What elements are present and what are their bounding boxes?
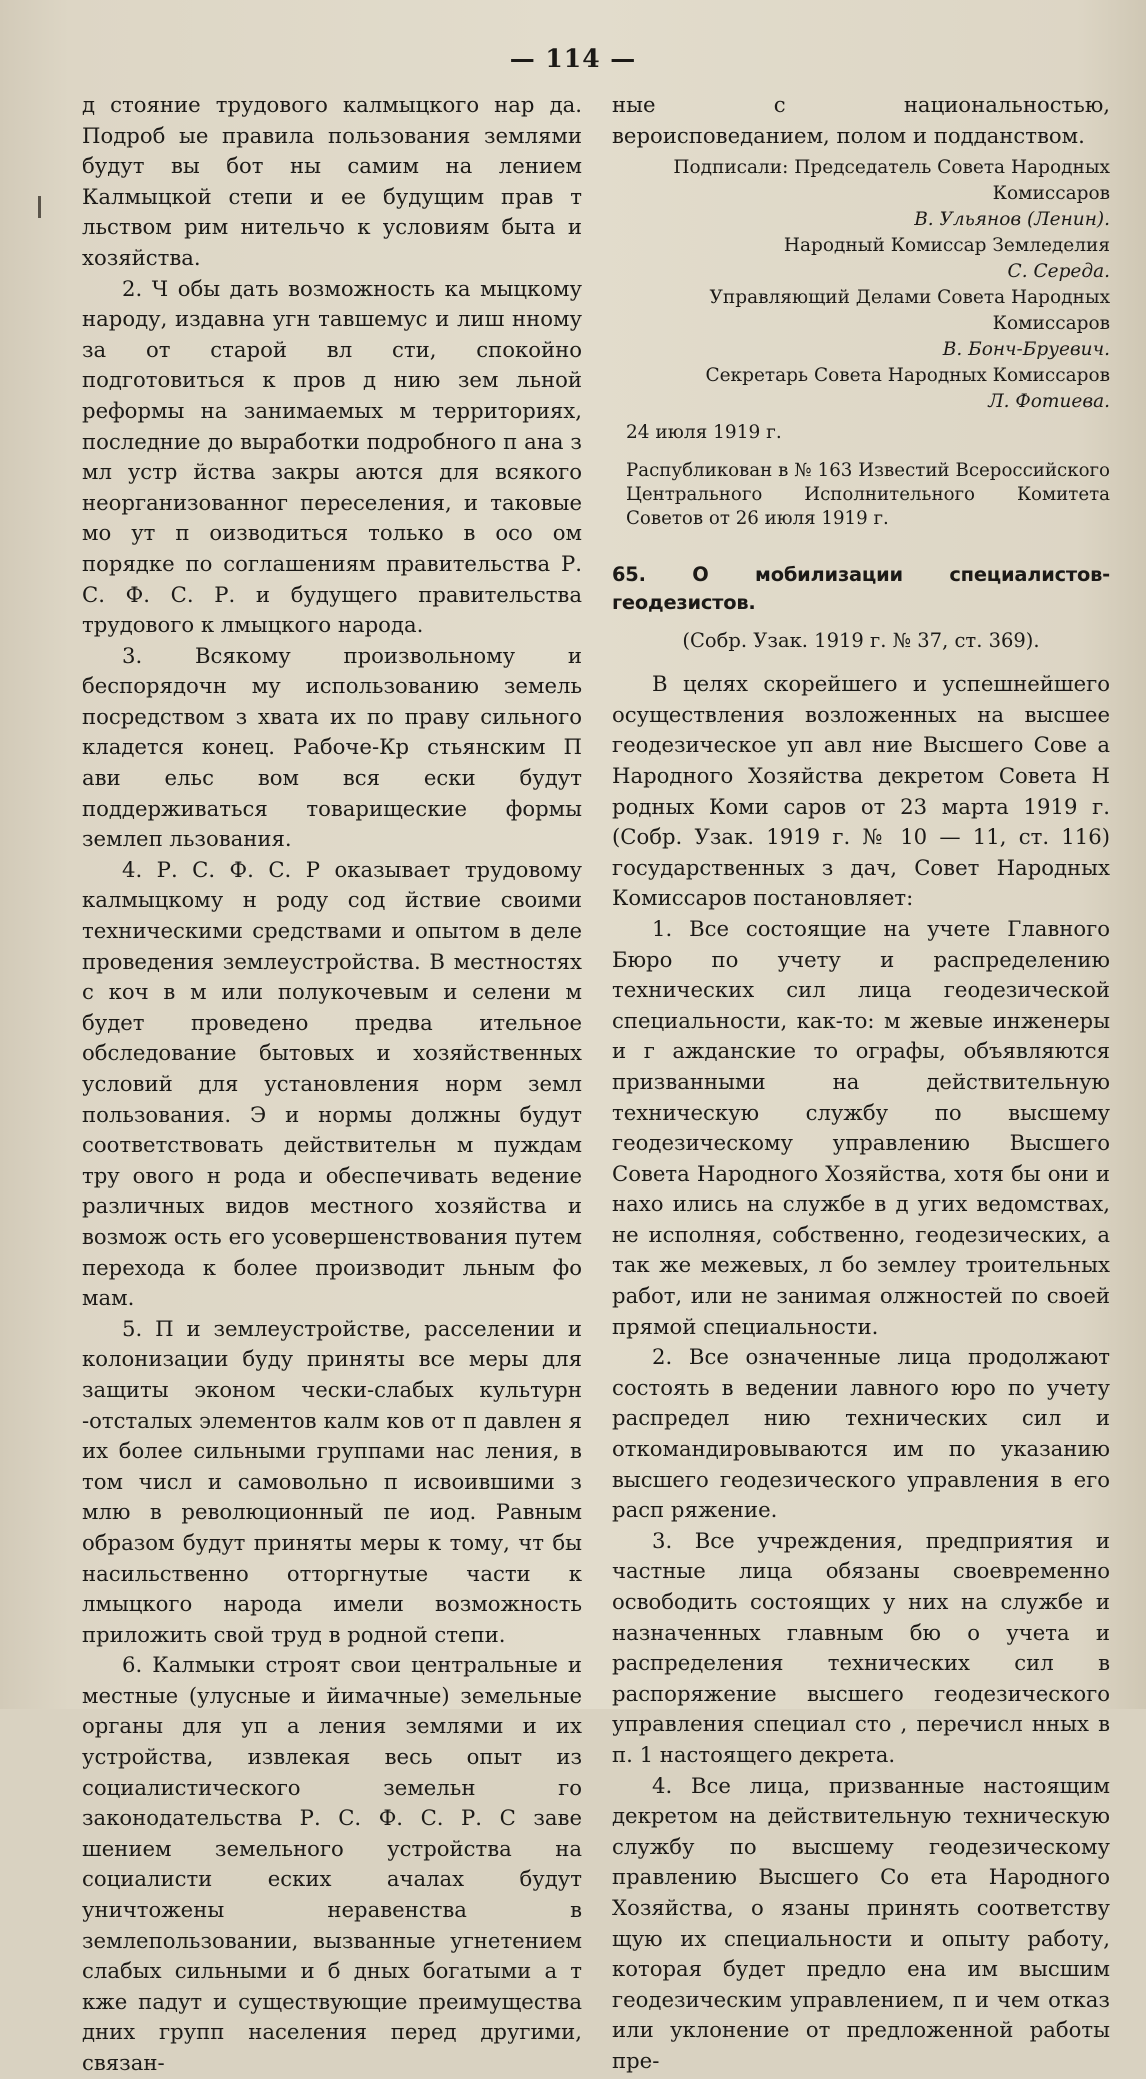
right-paragraph: 2. Все означенные лица продолжают состоять в ведении лавного юро по учету распредел нию технических сил и откомандировываются им по указанию высшего геодезического управления в его расп ряжение. xyxy=(612,1344,1110,1523)
decree-date: 24 июля 1919 г. xyxy=(626,422,782,444)
right-paragraph: 1. Все состоящие на учете Главного Бюро по учету и распределению технических сил лица геодезической специальности, как-то: м жевые инженеры и г ажданские то ографы, объявляются призванными на действительную техническую службу по высшему геодезическому управлению Высшего Совета Народного Хозяйства, хотя бы они и нахо ились на службе в д угих ведомствах, не исполняя, собственно, геодезических, а так же межевых, л бо землеу троительных работ, или не занимая олжностей по своей прямой специальности. xyxy=(612,915,1110,1339)
right-continuation: ные с национальностью, вероисповеданием, полом и подданством. xyxy=(612,92,1110,148)
left-paragraph: 6. Калмыки строят свои центральные и местные (улусные и йимачные) земельные органы для уп а ления землями и их устройства, извлекая весь опыт из социалистического земельн го законодательства Р. С. Ф. С. Р. С заве шением земельного устройства на социалисти еских ачалах будут уничтожены неравенства в землепользовании, вызванные угнетением слабых сильными и б дных богатыми а т кже падут и существующие преимущества дних групп населения перед другими, связан- xyxy=(82,1652,582,2075)
publication-note: Распубликован в № 163 Известий Всероссийского Центрального Исполнительного Комитета Советов от 26 июля 1919 г. xyxy=(626,460,1110,530)
right-paragraph: 4. Все лица, призванные настоящим декретом на действительную техническую службу по высшему геодезическому правлению Высшего Со ета Народного Хозяйства, о язаны принять соответству щую их специальности и опыту работу, которая будет предло ена им высшим геодезическим управлением, п и чем отказ или уклонение от предложенной работы пре- xyxy=(612,1772,1110,2073)
right-column xyxy=(612,90,1110,2077)
page-number: — 114 — xyxy=(509,44,637,73)
left-paragraph: 3. Всякому произвольному и беспорядочн му использованию земель посредством з хвата их по праву сильного кладется конец. Рабоче-Кр стьянским П ави ельс вом вся ески будут поддерживаться товарищеские формы землеп льзования. xyxy=(82,642,582,852)
decree-heading: 65. О мобилизации специалистов-геодезистов. xyxy=(612,563,1110,615)
decree-source: (Собр. Узак. 1919 г. № 37, ст. 369). xyxy=(682,629,1040,653)
signature-role: Управляющий Делами Совета Народных Комиссаров xyxy=(709,287,1110,335)
left-paragraph: 2. Ч обы дать возможность ка мыцкому народу, издавна угн тавшемус и лиш нному за от старой вл сти, спокойно подготовиться к пров д нию зем льной реформы на занимаемых м территориях, последние до выработки подробного п ана з мл устр йства закры аются для всякого неорганизованног переселения, и таковые мо ут п оизводиться только в осо ом порядке по соглашениям правительства Р. С. Ф. С. Р. и будущего правительства трудового к лмыцкого народа. xyxy=(82,275,582,638)
signature-role: Подписали: Председатель Совета Народных Комиссаров xyxy=(673,157,1110,205)
signature-name: С. Середа. xyxy=(1007,261,1110,283)
signature-role: Секретарь Совета Народных Комиссаров xyxy=(705,365,1110,387)
left-column xyxy=(82,90,582,2079)
right-paragraph: В целях скорейшего и успешнейшего осуществления возложенных на высшее геодезическое уп авл ние Высшего Сове а Народного Хозяйства декретом Совета Н родных Коми саров от 23 марта 1919 г. (Собр. Узак. 1919 г. № 10 — 11, ст. 116) государственных з дач, Совет Народных Комиссаров постановляет: xyxy=(612,671,1110,911)
signature-name: В. Ульянов (Ленин). xyxy=(914,209,1110,231)
left-paragraph: д стояние трудового калмыцкого нар да. Подроб ые правила пользования землями будут вы бот ны самим на лением Калмыцкой степи и ее будущим прав т льством рим нительчо к условиям быта и хозяйства. xyxy=(82,92,582,270)
signature-name: В. Бонч-Бруевич. xyxy=(942,339,1110,361)
right-paragraph: 3. Все учреждения, предприятия и частные лица обязаны своевременно освободить состоящих у них на службе и назначенных главным бю о учета и распределения технических сил в распоряжение высшего геодезического управления специал сто , перечисл нных в п. 1 настоящего декрета. xyxy=(612,1527,1110,1767)
signature-name: Л. Фотиева. xyxy=(988,391,1110,413)
left-paragraph: 4. Р. С. Ф. С. Р оказывает трудовому калмыцкому н роду сод йствие своими техническими средствами и опытом в деле проведения землеустройства. В местностях с коч в м или полукочевым и селени м будет проведено предва ительное обследование бытовых и хозяйственных условий для установления норм земл пользования. Э и нормы должны будут соответствовать действительн м пуждам тру ового н рода и обеспечивать ведение различных видов местного хозяйства и возмож ость его усовершенствования путем перехода к более производит льным фо мам. xyxy=(82,856,582,1311)
left-paragraph: 5. П и землеустройстве, расселении и колонизации буду приняты все меры для защиты эконом чески-слабых культурн -отсталых элементов калм ков от п давлен я их более сильными группами нас ления, в том числ и самовольно п исвоившими з млю в революционный пе иод. Равным образом будут приняты меры к тому, чт бы насильственно отторгнутые части к лмыцкого народа имели возможность приложить свой труд в родной степи. xyxy=(82,1315,582,1647)
signature-block xyxy=(612,155,1110,415)
signature-role: Народный Комиссар Земледелия xyxy=(783,235,1110,257)
margin-mark xyxy=(38,196,41,218)
